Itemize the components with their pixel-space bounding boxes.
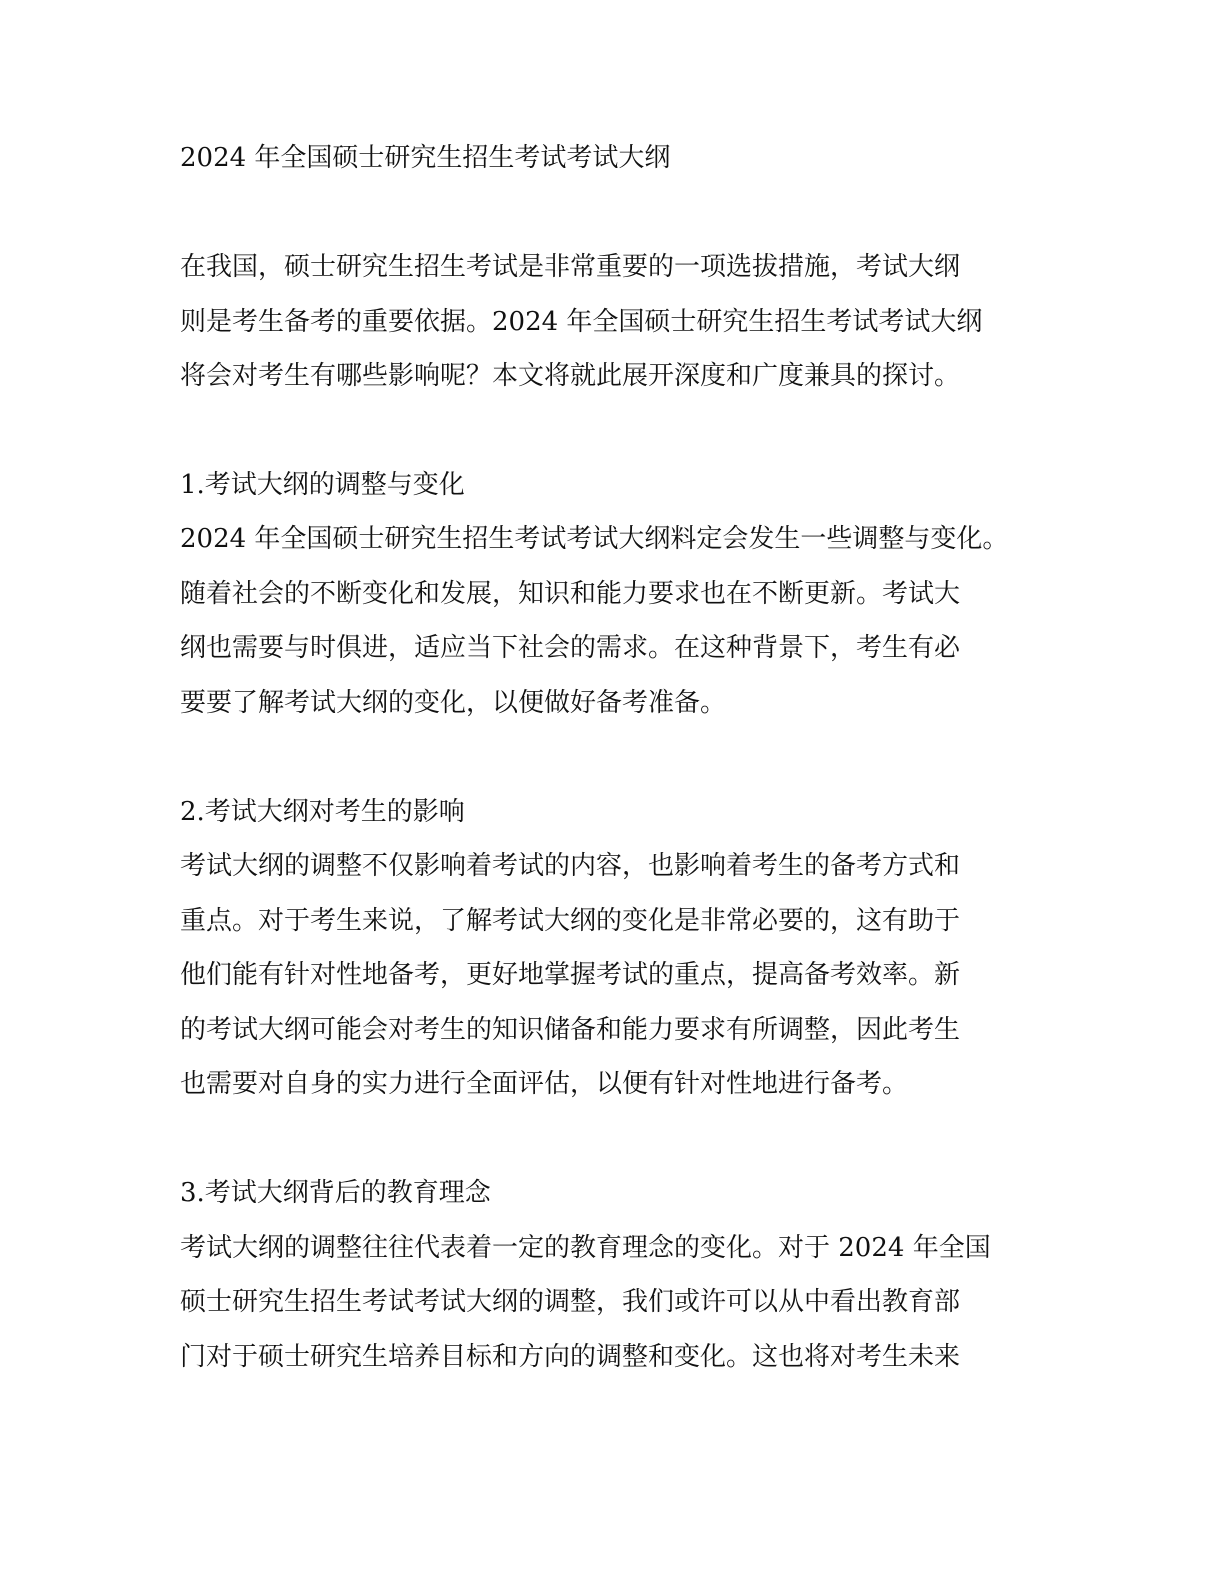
paragraph-line: 考试大纲的调整不仅影响着考试的内容，也影响着考生的备考方式和 [180,851,961,881]
paragraph-line: 的考试大纲可能会对考生的知识储备和能力要求有所调整，因此考生 [180,1015,961,1045]
paragraph-line: 随着社会的不断变化和发展，知识和能力要求也在不断更新。考试大 [180,579,961,609]
paragraph-line: 考试大纲的调整往往代表着一定的教育理念的变化。对于 2024 年全国 [180,1233,991,1263]
paragraph-line: 重点。对于考生来说，了解考试大纲的变化是非常必要的，这有助于 [180,906,961,936]
document-title: 2024 年全国硕士研究生招生考试考试大纲 [180,143,671,173]
section-heading: 3.考试大纲背后的教育理念 [180,1178,491,1208]
paragraph-line: 2024 年全国硕士研究生招生考试考试大纲料定会发生一些调整与变化。 [180,524,1009,554]
intro-line: 将会对考生有哪些影响呢？本文将就此展开深度和广度兼具的探讨。 [180,361,961,391]
intro-line: 在我国，硕士研究生招生考试是非常重要的一项选拔措施，考试大纲 [180,252,961,282]
section-heading: 2.考试大纲对考生的影响 [180,797,465,827]
paragraph-line: 纲也需要与时俱进，适应当下社会的需求。在这种背景下，考生有必 [180,633,961,663]
paragraph-line: 门对于硕士研究生培养目标和方向的调整和变化。这也将对考生未来 [180,1342,961,1372]
intro-line: 则是考生备考的重要依据。2024 年全国硕士研究生招生考试考试大纲 [180,307,983,337]
paragraph-line: 他们能有针对性地备考，更好地掌握考试的重点，提高备考效率。新 [180,960,961,990]
paragraph-line: 也需要对自身的实力进行全面评估，以便有针对性地进行备考。 [180,1069,909,1099]
section-heading: 1.考试大纲的调整与变化 [180,470,465,500]
paragraph-line: 硕士研究生招生考试考试大纲的调整，我们或许可以从中看出教育部 [180,1287,961,1317]
paragraph-line: 要要了解考试大纲的变化，以便做好备考准备。 [180,688,727,718]
